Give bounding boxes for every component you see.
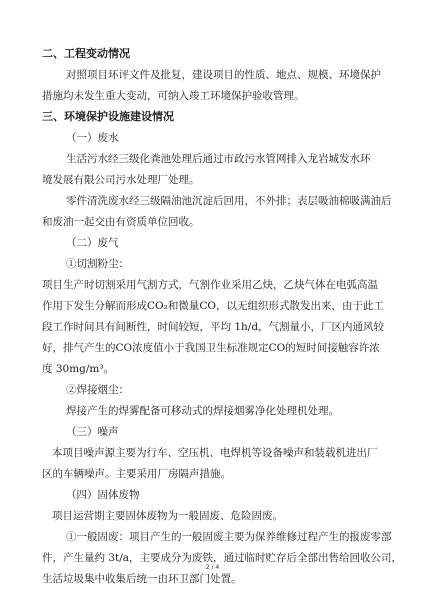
section2-title: 二、工程变动情况 xyxy=(42,47,130,60)
cutting-line-3: 段工作时间具有间断性，时间较短，平均 1h/d，气割量小，厂区内通风较 xyxy=(42,321,385,333)
noise-title: （三）噪声 xyxy=(66,426,119,438)
wastewater-line-1: 生活污水经三级化粪池处理后通过市政污水管网排入龙岩城发水环 xyxy=(66,153,371,165)
cutting-dust-title: ①切割粉尘： xyxy=(66,258,129,270)
noise-line-1: 本项目噪声源主要为行车、空压机、电焊机等设备噪声和装载机进出厂 xyxy=(52,447,378,459)
cutting-line-5: 度 30mg/m³。 xyxy=(42,363,115,375)
solid-waste-line-3: 件，产生量约 3t/a，主要成分为废铁，通过临时贮存后全部出售给回收公司， xyxy=(42,552,403,564)
wastewater-line-3: 零件清洗废水经三级隔油池沉淀后回用，不外排；表层吸油棉吸满油后 xyxy=(66,195,392,207)
welding-fume-title: ②焊接烟尘： xyxy=(66,384,129,396)
section3-title: 三、环境保护设施建设情况 xyxy=(42,110,174,123)
solid-waste-line-1: 项目运营期主要固体废物为一般固废、危险固废。 xyxy=(52,510,283,522)
cutting-line-2: 作用下发生分解而形成CO₂和微量CO，以无组织形式散发出来，由于此工 xyxy=(42,300,384,312)
exhaust-title: （二）废气 xyxy=(66,237,119,249)
solid-waste-line-2: ①一般固废：项目产生的一般固废主要为保养维修过程产生的报废零部 xyxy=(66,531,392,543)
noise-line-2: 区的车辆噪声。主要采用厂房隔声措施。 xyxy=(42,468,231,480)
section2-line-2: 措施均未发生重大变动，可纳入竣工环境保护验收管理。 xyxy=(42,90,305,102)
solid-waste-line-4: 生活垃圾集中收集后统一由环卫部门处置。 xyxy=(42,573,242,585)
cutting-line-1: 项目生产时切割采用气割方式，气割作业采用乙炔，乙炔气体在电弧高温 xyxy=(42,279,378,291)
wastewater-line-4: 和废油一起交由有资质单位回收。 xyxy=(42,216,200,228)
welding-line-1: 焊接产生的焊雾配备可移动式的焊接烟雾净化处理机处理。 xyxy=(66,405,339,417)
page-number: 2 / 4 xyxy=(205,564,220,571)
wastewater-title: （一）废水 xyxy=(66,132,119,144)
section2-line-1: 对照项目环评文件及批复，建设项目的性质、地点、规模、环境保护 xyxy=(66,69,381,81)
wastewater-line-2: 境发展有限公司污水处理厂处理。 xyxy=(42,174,200,186)
solid-waste-title: （四）固体废物 xyxy=(66,489,140,501)
cutting-line-4: 好，排气产生的CO浓度值小于我国卫生标准规定CO的短时间接触容许浓 xyxy=(42,342,380,354)
